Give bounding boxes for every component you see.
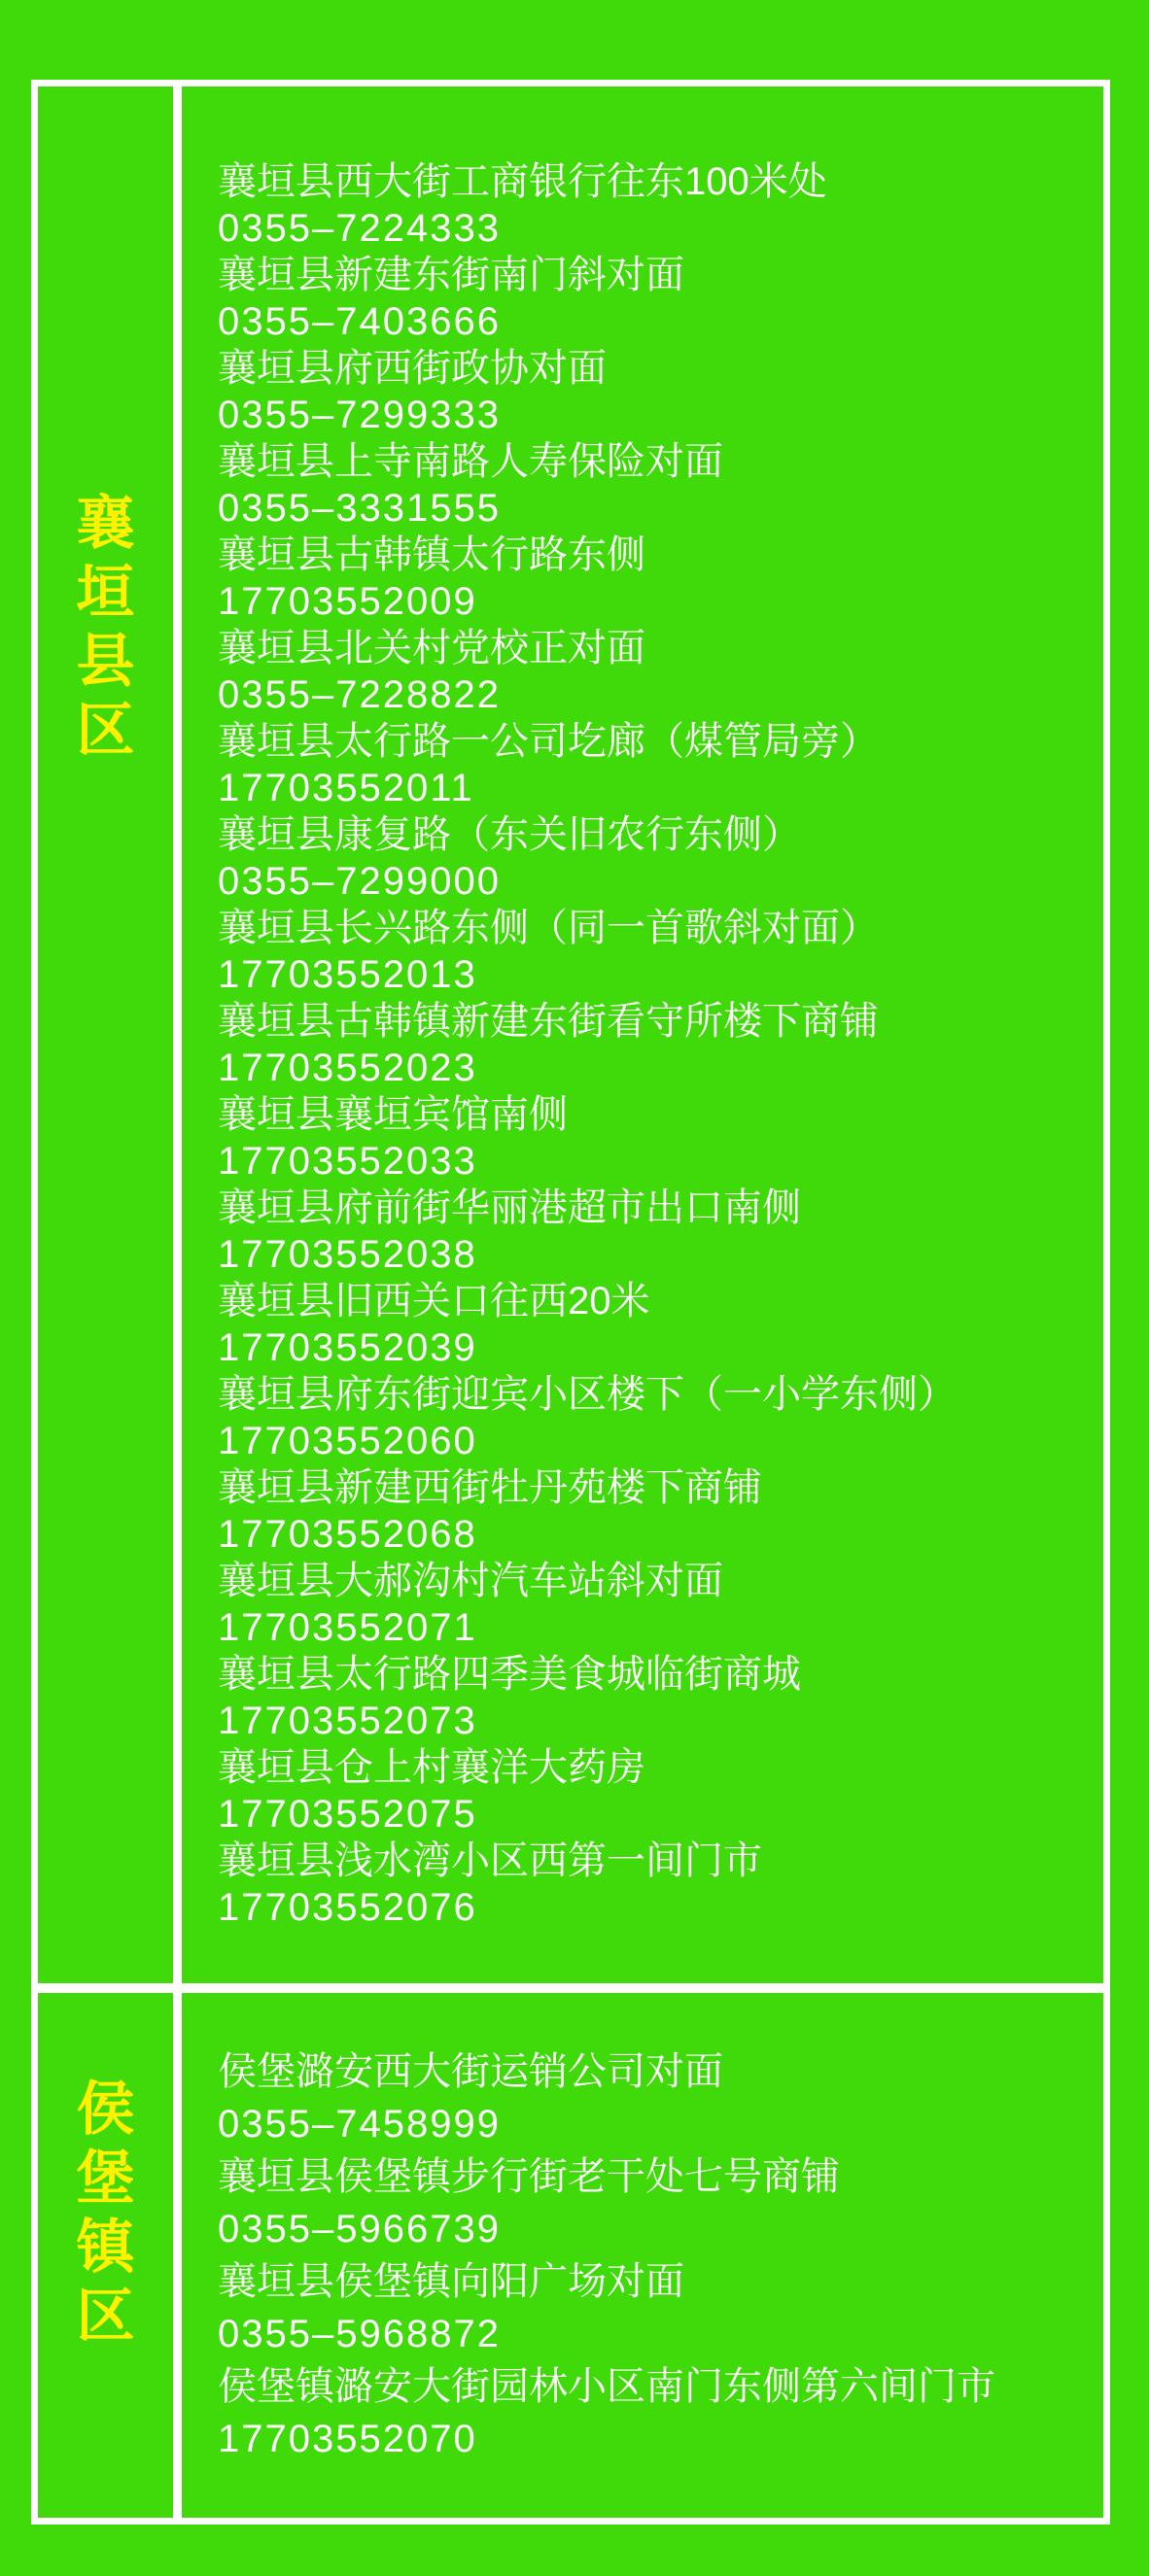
section-label-cell-houbao <box>38 1993 182 2518</box>
address-line: 襄垣县北关村党校正对面 <box>218 627 645 670</box>
address-line: 侯堡潞安西大街运销公司对面 <box>218 2050 723 2093</box>
address-line: 襄垣县旧西关口往西20米 <box>218 1280 650 1322</box>
address-line: 襄垣县太行路四季美食城临街商城 <box>218 1653 801 1696</box>
address-line: 襄垣县太行路一公司圪廊（煤管局旁） <box>218 720 879 763</box>
phone-line: 0355–7228822 <box>218 673 501 716</box>
phone-line: 17703552023 <box>218 1047 477 1089</box>
phone-line: 0355–7224333 <box>218 207 501 250</box>
phone-line: 17703552070 <box>218 2418 477 2460</box>
phone-line: 17703552038 <box>218 1233 477 1276</box>
address-line: 襄垣县侯堡镇步行街老干处七号商铺 <box>218 2155 840 2198</box>
phone-line: 17703552011 <box>218 767 474 809</box>
section-label-houbao <box>38 2075 173 2351</box>
section-label-char: 县 <box>76 629 135 694</box>
phone-line: 17703552039 <box>218 1326 477 1369</box>
phone-line: 0355–7299333 <box>218 394 501 436</box>
section-content-xiangyuan <box>182 86 1103 1983</box>
address-line: 襄垣县西大街工商银行往东100米处 <box>218 160 827 203</box>
phone-line: 17703552071 <box>218 1606 477 1649</box>
phone-line: 17703552068 <box>218 1513 477 1556</box>
address-line: 襄垣县侯堡镇向阳广场对面 <box>218 2260 684 2303</box>
phone-line: 17703552073 <box>218 1700 477 1742</box>
phone-line: 17703552060 <box>218 1420 477 1462</box>
contact-table <box>31 80 1110 2524</box>
section-content-houbao <box>182 1993 1103 2518</box>
section-houbao-town <box>38 1993 1103 2518</box>
section-label-char: 侯 <box>76 2077 135 2142</box>
phone-line: 17703552076 <box>218 1886 477 1929</box>
address-line: 侯堡镇潞安大街园林小区南门东侧第六间门市 <box>218 2365 995 2408</box>
address-line: 襄垣县府西街政协对面 <box>218 347 607 390</box>
phone-line: 17703552033 <box>218 1140 477 1183</box>
address-line: 襄垣县新建东街南门斜对面 <box>218 254 684 296</box>
address-line: 襄垣县府前街华丽港超市出口南侧 <box>218 1186 801 1229</box>
section-label-char: 堡 <box>76 2146 135 2211</box>
section-label-char: 垣 <box>76 560 135 625</box>
section-label-char: 区 <box>76 698 135 763</box>
address-line: 襄垣县长兴路东侧（同一首歌斜对面） <box>218 907 879 949</box>
address-line: 襄垣县仓上村襄洋大药房 <box>218 1746 645 1789</box>
phone-line: 0355–3331555 <box>218 487 501 530</box>
address-line: 襄垣县古韩镇新建东街看守所楼下商铺 <box>218 1000 879 1043</box>
phone-line: 17703552013 <box>218 953 477 996</box>
section-divider <box>38 1983 1103 1993</box>
phone-line: 0355–7299000 <box>218 860 501 903</box>
section-label-char: 镇 <box>76 2215 135 2280</box>
phone-line: 0355–7458999 <box>218 2103 501 2146</box>
address-line: 襄垣县浅水湾小区西第一间门市 <box>218 1839 762 1882</box>
section-xiangyuan-county <box>38 86 1103 1983</box>
phone-line: 0355–5966739 <box>218 2208 501 2250</box>
section-label-char: 襄 <box>76 491 135 556</box>
phone-line: 17703552075 <box>218 1793 477 1836</box>
phone-line: 0355–7403666 <box>218 300 501 343</box>
section-label-char: 区 <box>76 2284 135 2349</box>
address-line: 襄垣县府东街迎宾小区楼下（一小学东侧） <box>218 1373 957 1416</box>
address-line: 襄垣县康复路（东关旧农行东侧） <box>218 813 801 856</box>
address-line: 襄垣县新建西街牡丹苑楼下商铺 <box>218 1466 762 1509</box>
address-line: 襄垣县大郝沟村汽车站斜对面 <box>218 1560 723 1602</box>
address-line: 襄垣县襄垣宾馆南侧 <box>218 1093 568 1136</box>
address-line: 襄垣县上寺南路人寿保险对面 <box>218 440 723 483</box>
section-label-cell-xiangyuan <box>38 86 182 1983</box>
section-label-xiangyuan <box>38 489 173 765</box>
address-line: 襄垣县古韩镇太行路东侧 <box>218 533 645 576</box>
phone-line: 17703552009 <box>218 580 477 623</box>
phone-line: 0355–5968872 <box>218 2313 501 2355</box>
